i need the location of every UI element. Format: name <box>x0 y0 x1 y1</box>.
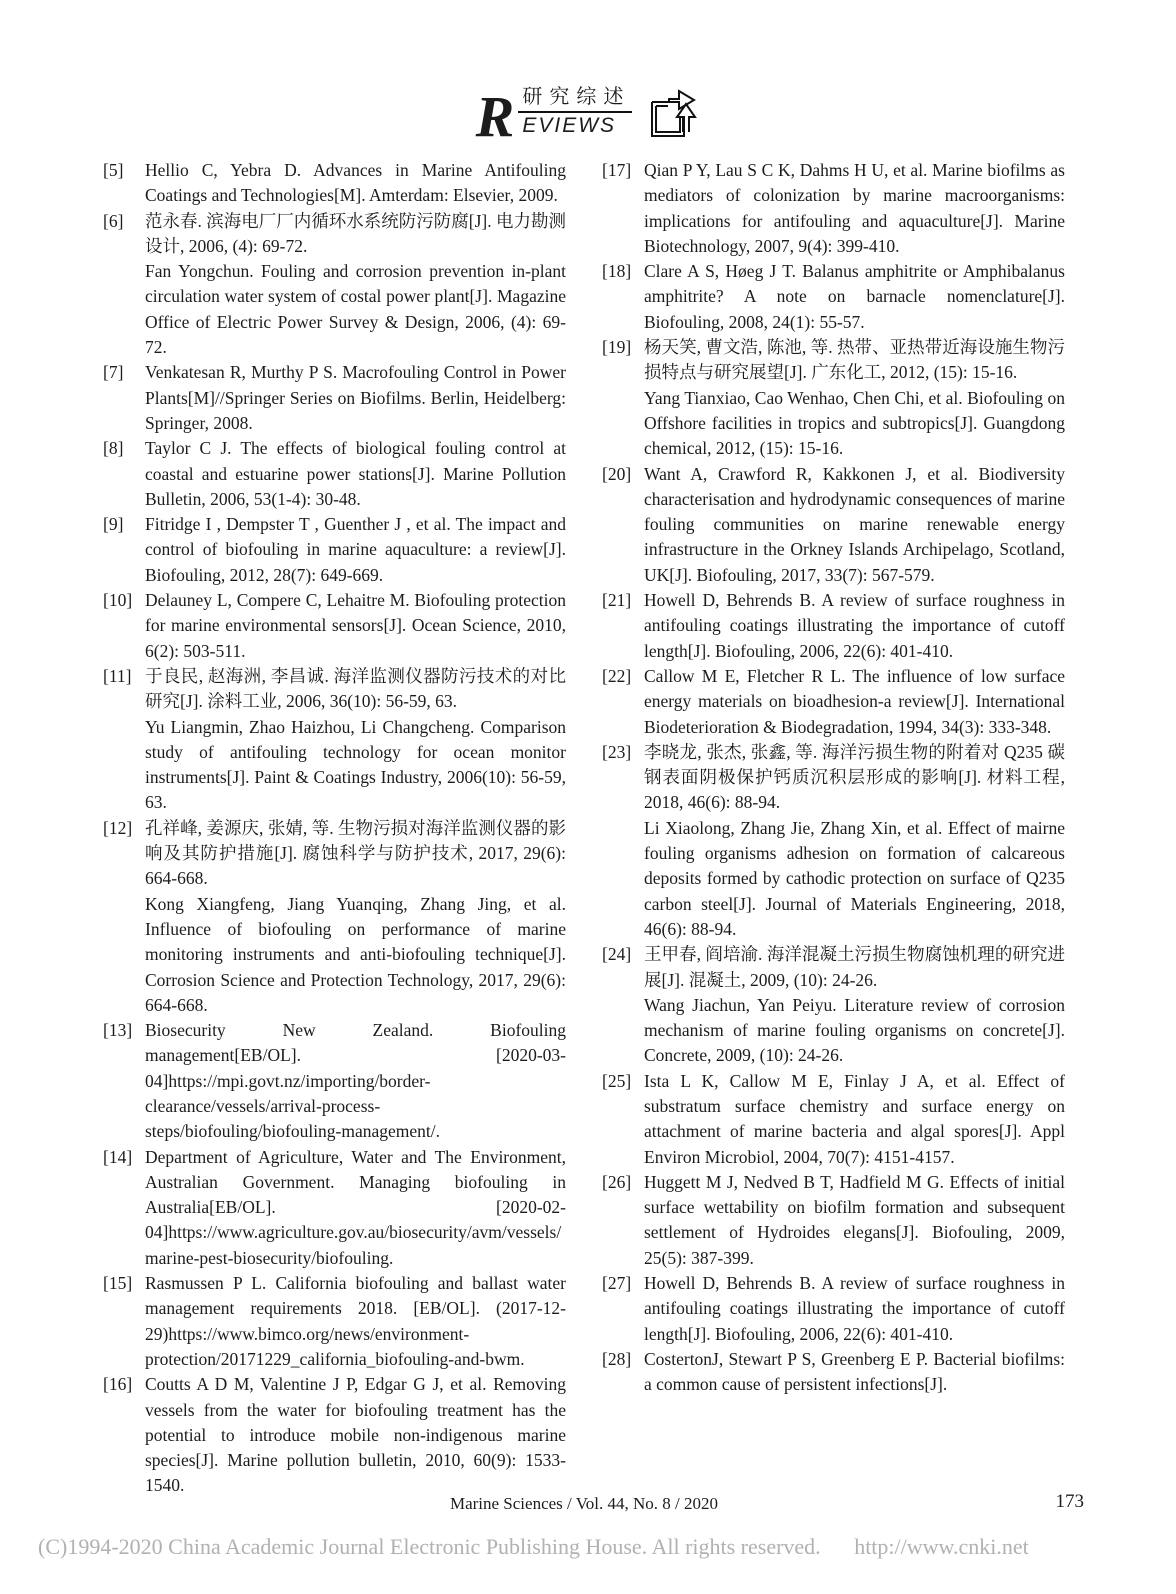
reference-number: [25] <box>602 1070 632 1091</box>
references-section <box>103 158 1065 1499</box>
reference-item <box>103 360 566 436</box>
reference-paragraph: Yu Liangmin, Zhao Haizhou, Li Changcheng. Comparison study of antifouling technology for ocean monitor instruments[J]. Paint & Coatings Industry, 2006(10): 56-59, 63. <box>145 716 566 813</box>
journal-footer-line: Marine Sciences / Vol. 44, No. 8 / 2020 <box>449 1494 719 1513</box>
reference-text <box>145 1145 566 1271</box>
reference-paragraph: Yang Tianxiao, Cao Wenhao, Chen Chi, et al. Biofouling on Offshore facilities in tropics and subtropics[J]. Guangdong chemical, 2012, (15): 15-16. <box>644 387 1065 459</box>
reference-item <box>602 335 1065 461</box>
reference-paragraph: Howell D, Behrends B. A review of surface roughness in antifouling coatings illustrating the importance of cutoff length[J]. Biofouling, 2006, 22(6): 401-410. <box>644 1273 1065 1344</box>
reference-item <box>103 1018 566 1144</box>
reference-text <box>145 436 566 512</box>
reference-paragraph: 王甲春, 阎培渝. 海洋混凝土污损生物腐蚀机理的研究进展[J]. 混凝土, 2009, (10): 24-26. <box>644 944 1065 990</box>
reference-text <box>145 588 566 664</box>
references-right-column <box>602 158 1065 1499</box>
reference-item <box>103 209 566 361</box>
reference-paragraph: Fan Yongchun. Fouling and corrosion prevention in-plant circulation water system of costal power plant[J]. Magazine Office of Electric Power Survey & Design, 2006, (4): 69-72. <box>145 261 566 358</box>
reviews-logo-english: EVIEWS <box>522 114 617 137</box>
reference-text <box>145 664 566 816</box>
reference-text <box>145 816 566 1018</box>
reference-paragraph: 李晓龙, 张杰, 张鑫, 等. 海洋污损生物的附着对 Q235 碳钢表面阴极保护钙质沉积层形成的影响[J]. 材料工程, 2018, 46(6): 88-94. <box>644 741 1065 813</box>
reference-paragraph: Department of Agriculture, Water and The Environment, Australian Government. Managing biofouling in Australia[EB/OL]. [2020-02-04]https://www.agriculture.gov.au/biosecurity/avm/vessels/marine-pest-biosecurity/biofouling. <box>145 1146 566 1268</box>
reference-item <box>103 1372 566 1498</box>
reference-item <box>103 158 566 209</box>
reference-number: [23] <box>602 741 632 762</box>
reference-number: [21] <box>602 590 632 611</box>
reference-item <box>602 1170 1065 1271</box>
reference-paragraph: 范永春. 滨海电厂厂内循环水系统防污防腐[J]. 电力勘测设计, 2006, (4): 69-72. <box>145 210 566 256</box>
reference-number: [8] <box>103 438 124 459</box>
reference-paragraph: Ista L K, Callow M E, Finlay J A, et al. Effect of substratum surface chemistry and surface energy on attachment of marine bacteria and algal spores[J]. Appl Environ Microbiol, 2004, 70(7): 4151-4157. <box>644 1070 1065 1167</box>
reference-text <box>145 1018 566 1144</box>
reference-number: [10] <box>103 590 133 611</box>
reference-number: [19] <box>602 337 632 358</box>
reference-item <box>602 158 1065 259</box>
reference-paragraph: Li Xiaolong, Zhang Jie, Zhang Xin, et al. Effect of mairne fouling organisms adhesion on formation of calcareous deposits formed by cathodic protection on surface of Q235 carbon steel[J]. Journal of Materials Engineering, 2018, 46(6): 88-94. <box>644 817 1065 939</box>
reference-text <box>145 158 566 209</box>
reference-number: [11] <box>103 665 132 686</box>
reference-text <box>644 942 1065 1068</box>
reference-text <box>644 664 1065 740</box>
reference-text <box>644 158 1065 259</box>
reference-paragraph: 杨天笑, 曹文浩, 陈池, 等. 热带、亚热带近海设施生物污损特点与研究展望[J]. 广东化工, 2012, (15): 15-16. <box>644 337 1065 383</box>
reference-number: [22] <box>602 665 632 686</box>
copyright-line <box>38 1534 1146 1560</box>
reference-text <box>145 512 566 588</box>
reference-number: [12] <box>103 817 133 838</box>
reference-item <box>103 1145 566 1271</box>
reference-paragraph: Venkatesan R, Murthy P S. Macrofouling Control in Power Plants[M]//Springer Series on Biofilms. Berlin, Heidelberg: Springer, 2008. <box>145 362 566 433</box>
reference-item <box>602 1347 1065 1398</box>
reference-number: [24] <box>602 944 632 965</box>
reference-item <box>602 588 1065 664</box>
reference-text <box>145 209 566 361</box>
reference-number: [17] <box>602 160 632 180</box>
copyright-notice: (C)1994-2020 China Academic Journal Electronic Publishing House. All rights reserved. <box>38 1534 821 1559</box>
reference-paragraph: Callow M E, Fletcher R L. The influence of low surface energy materials on bioadhesion-a review[J]. International Biodeterioration & Biodegradation, 1994, 34(3): 333-348. <box>644 665 1065 737</box>
reference-number: [18] <box>602 261 632 282</box>
reference-paragraph: Howell D, Behrends B. A review of surface roughness in antifouling coatings illustrating the importance of cutoff length[J]. Biofouling, 2006, 22(6): 401-410. <box>644 590 1065 661</box>
reference-paragraph: CostertonJ, Stewart P S, Greenberg E P. Bacterial biofilms: a common cause of persistent infections[J]. <box>644 1348 1065 1395</box>
reference-number: [26] <box>602 1171 632 1192</box>
page-number: 173 <box>1055 1491 1084 1512</box>
reference-number: [16] <box>103 1374 133 1395</box>
reviews-logo-text <box>518 80 632 138</box>
reference-text <box>644 259 1065 335</box>
reference-paragraph: 孔祥峰, 姜源庆, 张婧, 等. 生物污损对海洋监测仪器的影响及其防护措施[J]. 腐蚀科学与防护技术, 2017, 29(6): 664-668. <box>145 817 566 889</box>
reference-paragraph: Biosecurity New Zealand. Biofouling management[EB/OL]. [2020-03-04]https://mpi.govt.nz/importing/border-clearance/vessels/arrival-process-steps/biofouling/biofouling-management/. <box>145 1020 566 1142</box>
reference-number: [7] <box>103 362 124 383</box>
reference-text <box>644 462 1065 588</box>
reference-text <box>145 360 566 436</box>
reference-number: [14] <box>103 1146 133 1167</box>
reference-item <box>602 259 1065 335</box>
reference-number: [15] <box>103 1273 133 1294</box>
reference-paragraph: Delauney L, Compere C, Lehaitre M. Biofouling protection for marine environmental sensors[J]. Ocean Science, 2010, 6(2): 503-511. <box>145 590 566 661</box>
reference-paragraph: Fitridge I , Dempster T , Guenther J , et al. The impact and control of biofouling in marine aquaculture: a review[J]. Biofouling, 2012, 28(7): 649-669. <box>145 514 566 585</box>
reference-paragraph: 于良民, 赵海洲, 李昌诚. 海洋监测仪器防污技术的对比研究[J]. 涂料工业, 2006, 36(10): 56-59, 63. <box>145 665 566 712</box>
reference-text <box>644 1170 1065 1271</box>
reviews-logo-chinese: 研究综述 <box>518 80 632 113</box>
reference-number: [20] <box>602 463 632 484</box>
reference-paragraph: Rasmussen P L. California biofouling and ballast water management requirements 2018. [EB/OL]. (2017-12-29)https://www.bimco.org/news/environment-protection/20171229_california_biofouling-and-bwm. <box>145 1273 566 1369</box>
reference-text <box>644 1347 1065 1398</box>
reference-text <box>644 1069 1065 1170</box>
reference-text <box>644 1271 1065 1347</box>
reviews-logo-initial: R <box>475 83 513 149</box>
page-header <box>0 80 1176 149</box>
reference-paragraph: Kong Xiangfeng, Jiang Yuanqing, Zhang Jing, et al. Influence of biofouling on performance of marine monitoring instruments and anti-biofouling technique[J]. Corrosion Science and Protection Technology, 2017, 29(6): 664-668. <box>145 893 566 1015</box>
reference-item <box>602 462 1065 588</box>
reviews-logo-arrows-icon <box>642 86 700 140</box>
reference-paragraph: Qian P Y, Lau S C K, Dahms H U, et al. Marine biofilms as mediators of colonization by marine macroorganisms: implications for antifouling and aquaculture[J]. Marine Biotechnology, 2007, 9(4): 399-410. <box>644 160 1065 256</box>
reference-text <box>145 1372 566 1498</box>
reference-item <box>602 1271 1065 1347</box>
reviews-logo <box>475 80 701 149</box>
reference-paragraph: Clare A S, Høeg J T. Balanus amphitrite or Amphibalanus amphitrite? A note on barnacle nomenclature[J]. Biofouling, 2008, 24(1): 55-57. <box>644 261 1065 332</box>
reference-paragraph: Wang Jiachun, Yan Peiyu. Literature review of corrosion mechanism of marine fouling organisms on concrete[J]. Concrete, 2009, (10): 24-26. <box>644 994 1065 1066</box>
reference-item <box>602 664 1065 740</box>
reference-number: [9] <box>103 514 124 535</box>
reference-item <box>103 588 566 664</box>
reference-text <box>644 588 1065 664</box>
reference-item <box>103 436 566 512</box>
reference-paragraph: Hellio C, Yebra D. Advances in Marine Antifouling Coatings and Technologies[M]. Amterdam: Elsevier, 2009. <box>145 160 566 206</box>
reference-item <box>602 1069 1065 1170</box>
reference-number: [6] <box>103 210 124 231</box>
reference-item <box>103 664 566 816</box>
reference-item <box>602 942 1065 1068</box>
reference-number: [5] <box>103 160 124 180</box>
reference-item <box>103 1271 566 1372</box>
reference-item <box>103 512 566 588</box>
copyright-url: http://www.cnki.net <box>854 1534 1029 1559</box>
reference-paragraph: Want A, Crawford R, Kakkonen J, et al. Biodiversity characterisation and hydrodynamic consequences of marine fouling communities on marine renewable energy infrastructure in the Orkney Islands Archipelago, Scotland, UK[J]. Biofouling, 2017, 33(7): 567-579. <box>644 463 1065 585</box>
references-left-column <box>103 158 566 1499</box>
reference-text <box>145 1271 566 1372</box>
reference-number: [28] <box>602 1348 632 1369</box>
reference-paragraph: Taylor C J. The effects of biological fouling control at coastal and estuarine power stations[J]. Marine Pollution Bulletin, 2006, 53(1-4): 30-48. <box>145 438 566 509</box>
reference-number: [27] <box>602 1273 632 1294</box>
reference-number: [13] <box>103 1020 133 1041</box>
reference-text <box>644 740 1065 942</box>
reference-paragraph: Coutts A D M, Valentine J P, Edgar G J, et al. Removing vessels from the water for biofouling treatment has the potential to introduce mobile non-indigenous marine species[J]. Marine pollution bulletin, 2010, 60(9): 1533-1540. <box>145 1374 566 1496</box>
reference-item <box>103 816 566 1018</box>
reference-paragraph: Huggett M J, Nedved B T, Hadfield M G. Effects of initial surface wettability on biofilm formation and subsequent settlement of Hydroides elegans[J]. Biofouling, 2009, 25(5): 387-399. <box>644 1171 1065 1268</box>
reference-item <box>602 740 1065 942</box>
reference-text <box>644 335 1065 461</box>
